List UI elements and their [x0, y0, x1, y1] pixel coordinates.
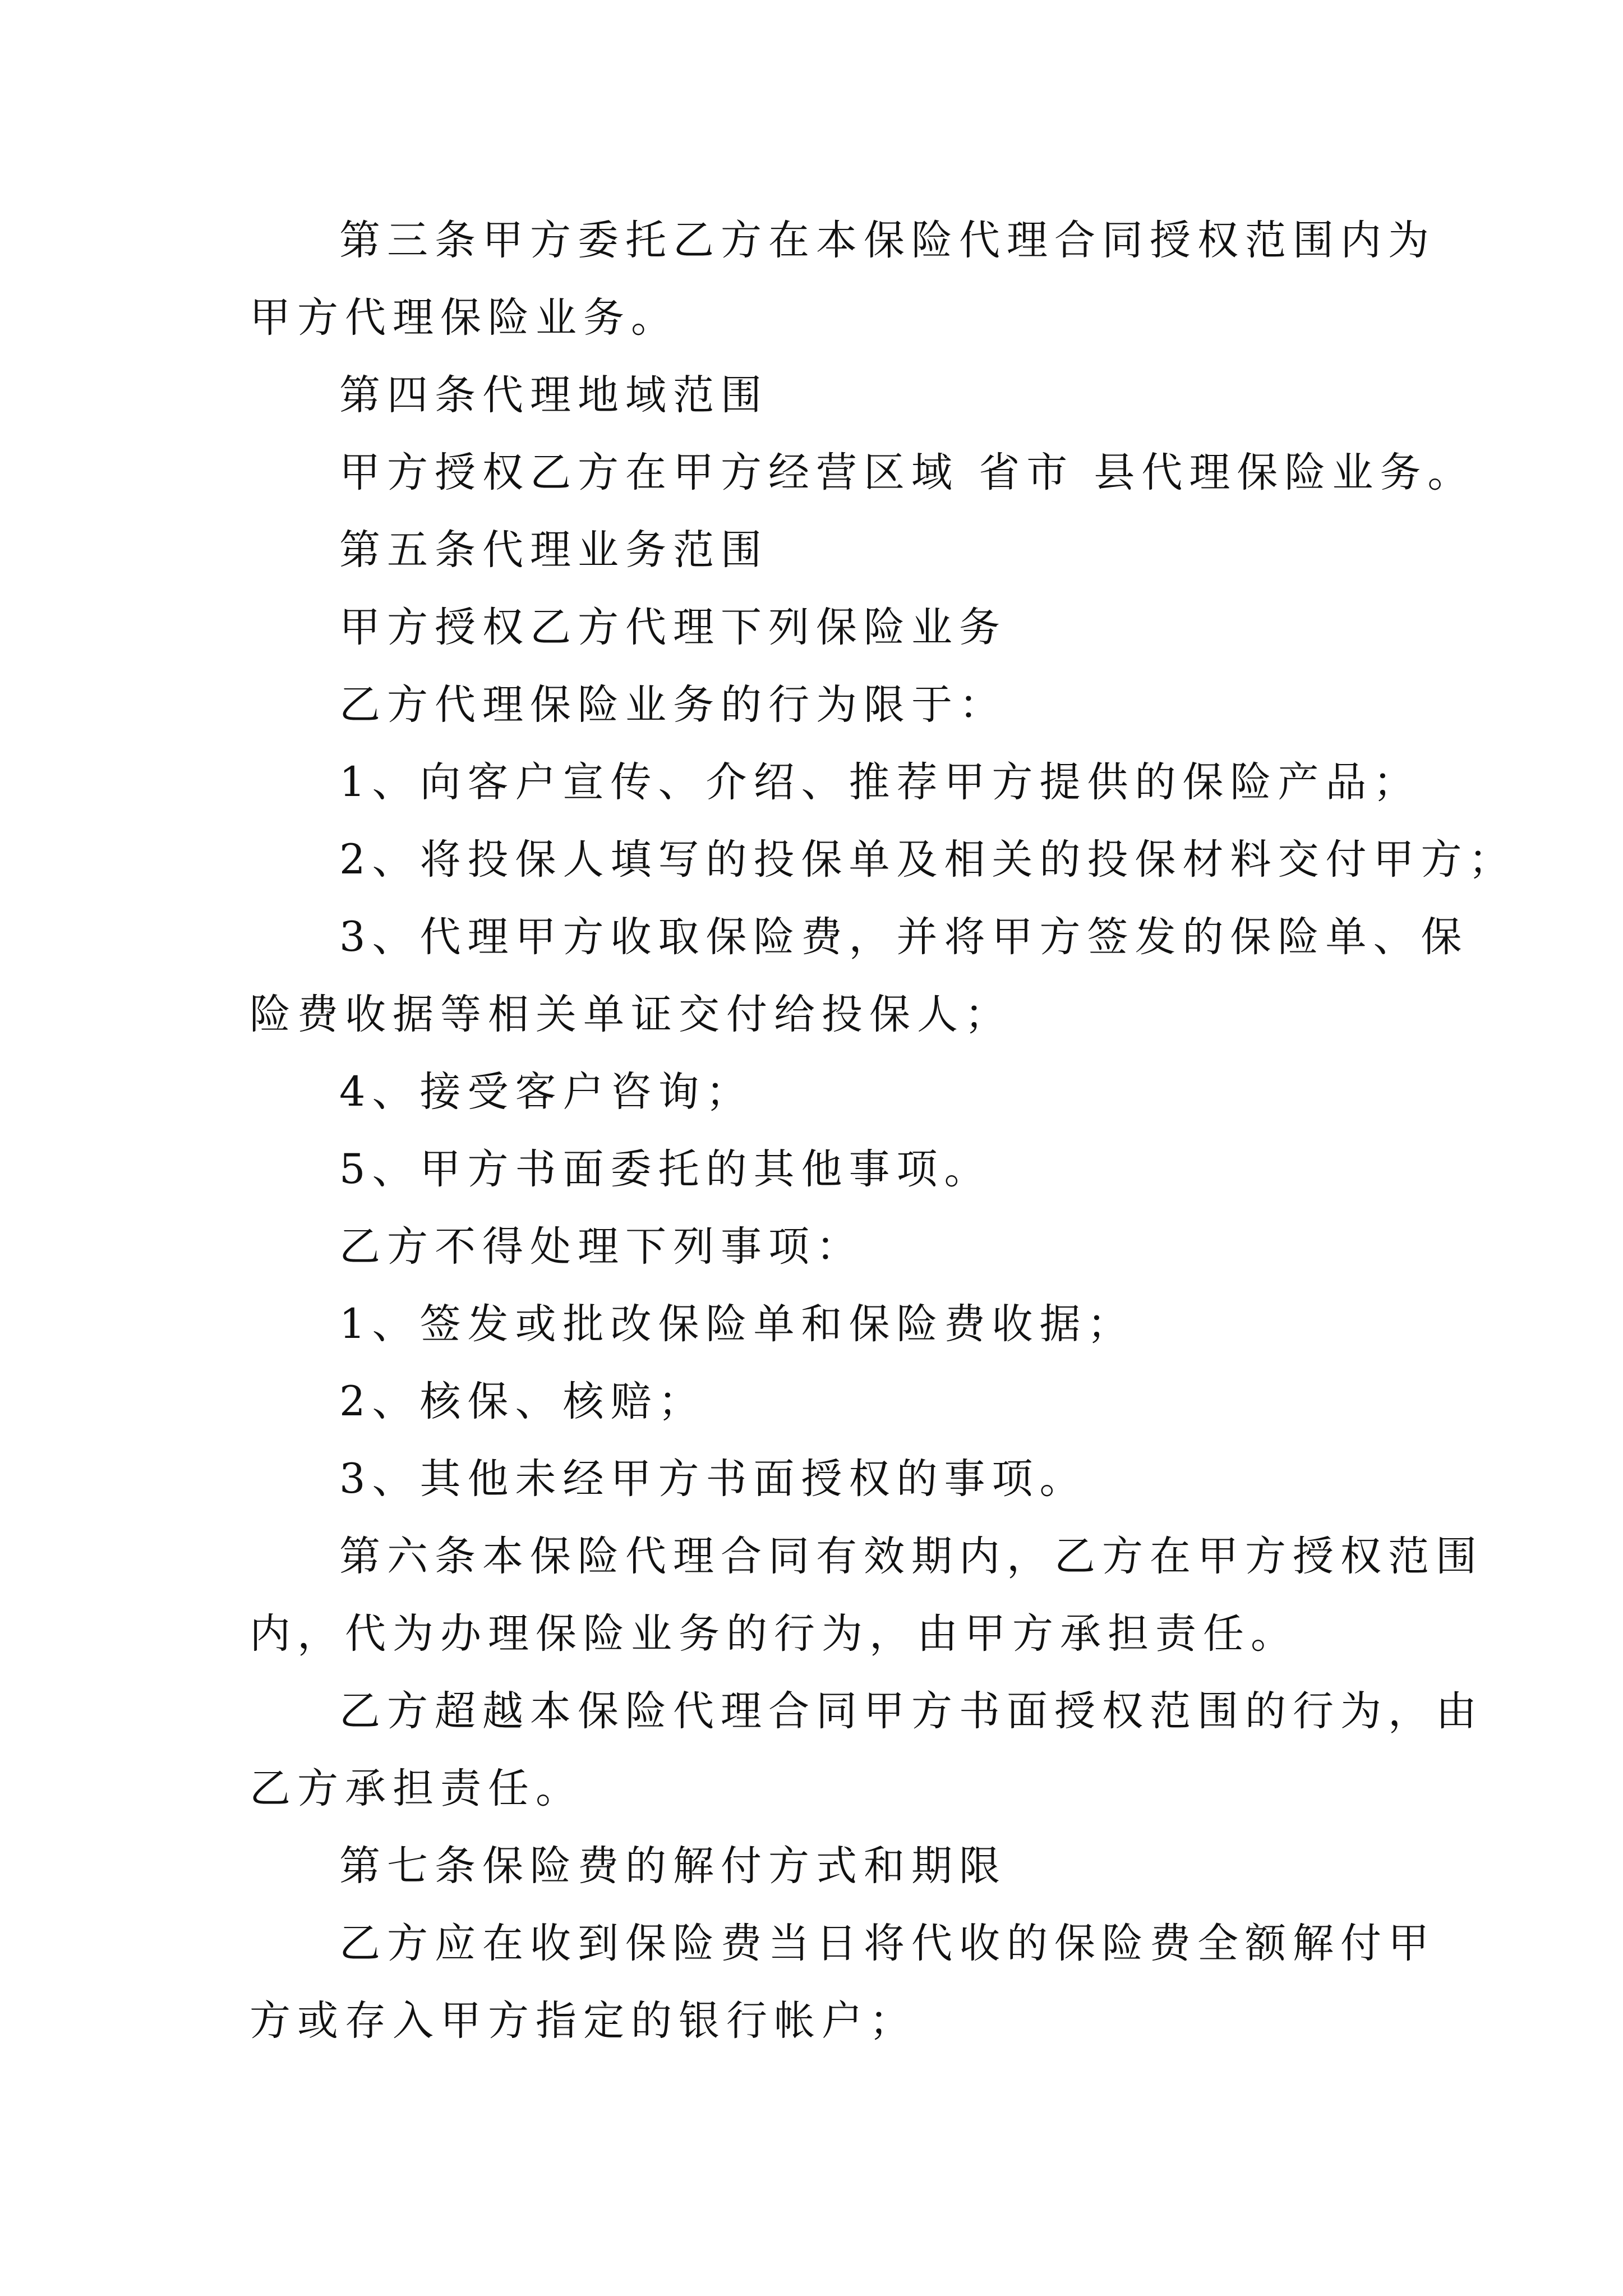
article-7-body-line-2: 方或存入甲方指定的银行帐户； [250, 1997, 917, 2045]
article-6-para-2-line-1: 乙方超越本保险代理合同甲方书面授权范围的行为，由 [339, 1687, 1483, 1735]
article-4-body: 甲方授权乙方在甲方经营区域 省市 县代理保险业务。 [339, 449, 1476, 496]
permitted-act-1: 1、向客户宣传、介绍、推荐甲方提供的保险产品； [339, 758, 1421, 806]
prohibited-act-3: 3、其他未经甲方书面授权的事项。 [339, 1455, 1087, 1503]
article-6-para-2-line-2: 乙方承担责任。 [250, 1765, 583, 1812]
prohibited-act-1: 1、签发或批改保险单和保险费收据； [339, 1300, 1135, 1348]
article-5-body: 甲方授权乙方代理下列保险业务 [339, 604, 1007, 651]
article-5-heading: 第五条代理业务范围 [339, 526, 768, 574]
prohibited-act-2: 2、核保、核赔； [339, 1378, 706, 1425]
permitted-act-3-line-2: 险费收据等相关单证交付给投保人； [250, 991, 1012, 1038]
permitted-act-4: 4、接受客户咨询； [339, 1068, 754, 1116]
article-6-line-1: 第六条本保险代理合同有效期内，乙方在甲方授权范围 [339, 1533, 1483, 1580]
permitted-act-3-line-1: 3、代理甲方收取保险费，并将甲方签发的保险单、保 [339, 913, 1469, 961]
permitted-act-5: 5、甲方书面委托的其他事项。 [339, 1145, 992, 1193]
permitted-act-2: 2、将投保人填写的投保单及相关的投保材料交付甲方； [339, 836, 1516, 884]
article-7-body-line-1: 乙方应在收到保险费当日将代收的保险费全额解付甲 [339, 1920, 1436, 1967]
prohibited-acts-heading: 乙方不得处理下列事项： [339, 1223, 864, 1271]
article-3-line-1: 第三条甲方委托乙方在本保险代理合同授权范围内为 [339, 217, 1436, 264]
article-7-heading: 第七条保险费的解付方式和期限 [339, 1842, 1007, 1890]
article-4-heading: 第四条代理地域范围 [339, 371, 768, 419]
article-3-line-2: 甲方代理保险业务。 [250, 294, 679, 342]
article-6-line-2: 内，代为办理保险业务的行为，由甲方承担责任。 [250, 1610, 1298, 1658]
document-page [250, 202, 1516, 2060]
permitted-acts-heading: 乙方代理保险业务的行为限于： [339, 681, 1007, 729]
